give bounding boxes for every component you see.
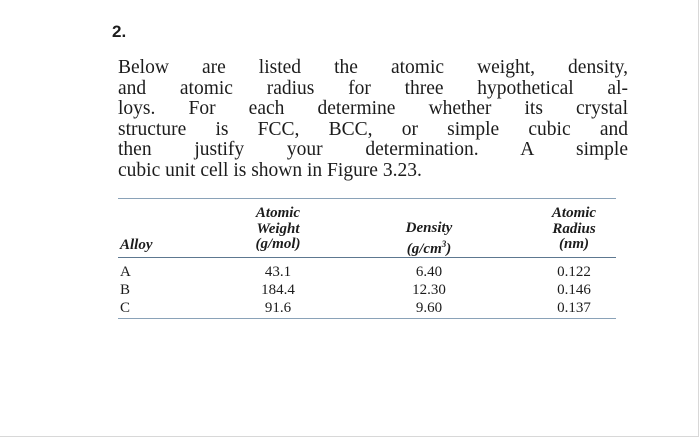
cell-density: 9.60 — [415, 300, 443, 316]
unit-exponent: 3 — [441, 238, 447, 249]
header-line: Weight — [256, 220, 300, 237]
question-line: Below are listed the atomic weight, density, — [118, 57, 628, 78]
unit-base: (g/cm — [406, 240, 442, 257]
cell-atomic-weight: 43.1 — [264, 264, 292, 280]
header-unit — [384, 237, 474, 258]
question-text — [118, 58, 628, 181]
header-density — [384, 221, 474, 257]
header-line: Atomic — [255, 205, 301, 221]
cell-density: 6.40 — [415, 264, 443, 280]
cell-alloy: B — [120, 282, 131, 298]
header-atomic-radius — [534, 206, 614, 253]
header-alloy: Alloy — [120, 237, 153, 253]
header-line: (nm) — [559, 236, 589, 252]
cell-density: 12.30 — [412, 282, 446, 298]
cell-atomic-weight: 91.6 — [264, 300, 292, 316]
table-top-rule — [118, 198, 616, 199]
question-line: loys. For each determine whether its crystal — [118, 98, 628, 119]
alloy-data-table — [118, 198, 616, 322]
cell-atomic-weight: 184.4 — [261, 282, 295, 298]
header-line: Density — [405, 220, 453, 236]
cell-alloy: C — [120, 300, 131, 316]
header-line: Radius — [552, 220, 596, 237]
cell-atomic-radius: 0.146 — [557, 282, 591, 298]
cell-atomic-radius: 0.122 — [557, 264, 591, 280]
question-line: structure is FCC, BCC, or simple cubic and — [118, 118, 628, 140]
cell-atomic-radius: 0.137 — [557, 300, 591, 316]
question-line: and atomic radius for three hypothetical al- — [118, 77, 628, 99]
header-atomic-weight — [238, 206, 318, 253]
header-line: (g/mol) — [255, 236, 301, 252]
table-bottom-rule — [118, 318, 616, 319]
cell-alloy: A — [120, 264, 131, 280]
header-line: Atomic — [551, 205, 597, 221]
table-header-rule — [118, 257, 616, 258]
unit-close: ) — [446, 240, 452, 257]
question-number: 2. — [112, 22, 127, 41]
question-line: then justify your determination. A simple — [118, 139, 628, 160]
question-line: cubic unit cell is shown in Figure 3.23. — [118, 159, 422, 181]
